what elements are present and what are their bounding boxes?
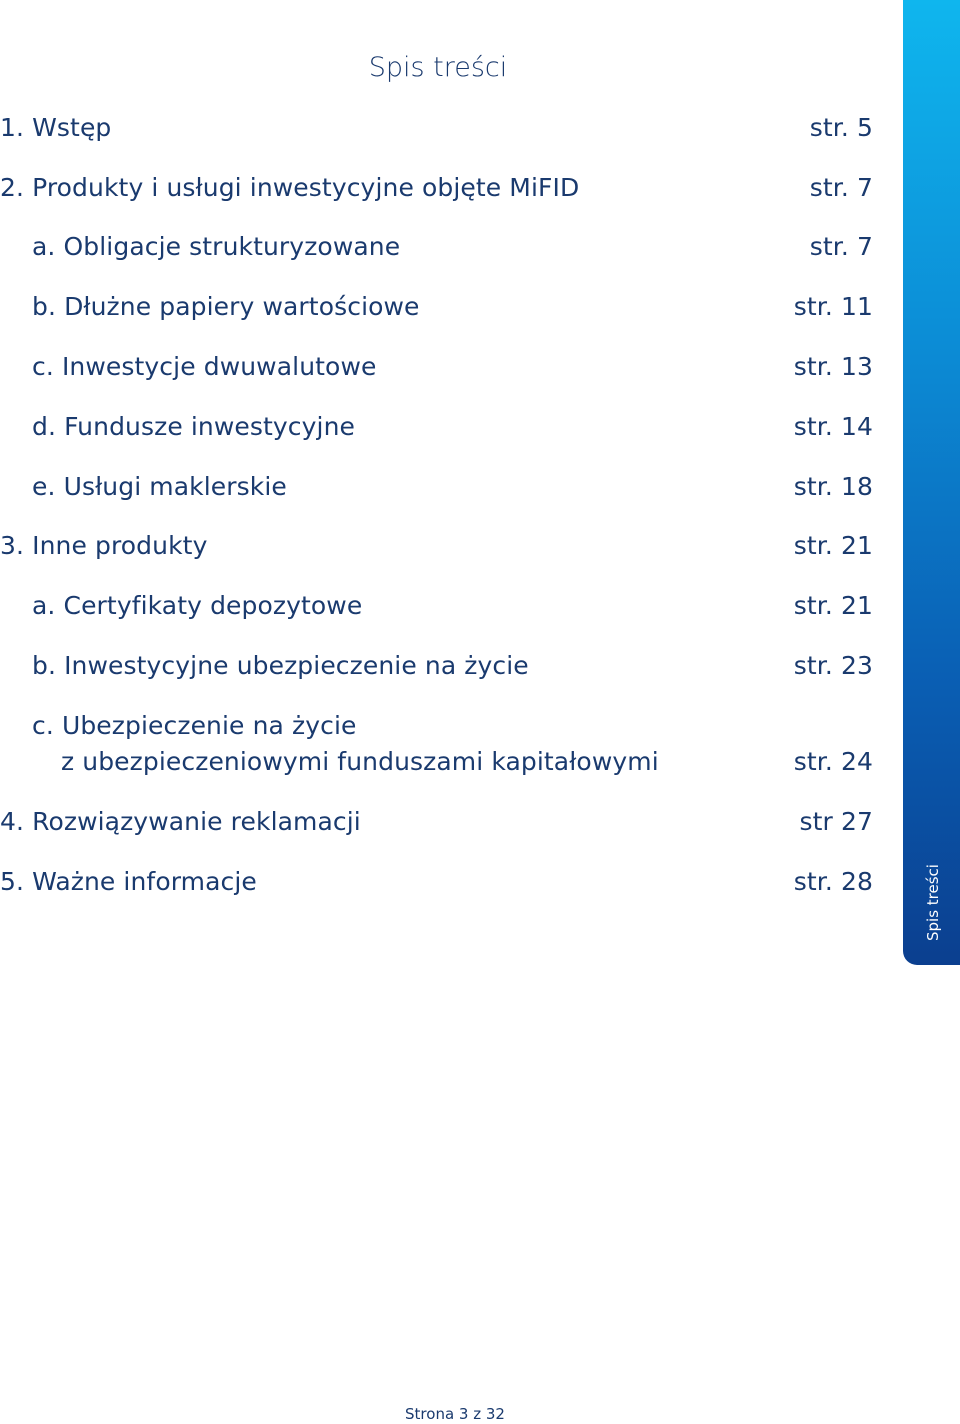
toc-item-label: 1. Wstęp xyxy=(0,113,112,142)
toc-item-complaints[interactable] xyxy=(0,804,873,840)
toc-item-important-information[interactable] xyxy=(0,864,873,900)
toc-item-page: str. 7 xyxy=(809,173,873,202)
toc-item-page: str. 21 xyxy=(793,531,873,560)
toc-item-page: str. 11 xyxy=(793,292,873,321)
toc-item-mifid-products[interactable] xyxy=(0,170,873,206)
toc-item-page: str. 13 xyxy=(793,352,873,381)
toc-item-page: str. 14 xyxy=(793,412,873,441)
toc-item-page: str. 18 xyxy=(793,472,873,501)
toc-item-debt-securities[interactable] xyxy=(0,289,873,325)
page-title: Spis treści xyxy=(368,52,508,83)
side-tab-label: Spis treści xyxy=(924,864,942,942)
section-side-tab[interactable] xyxy=(903,0,960,965)
toc-item-certificates-of-deposit[interactable] xyxy=(0,588,873,624)
toc-item-investment-funds[interactable] xyxy=(0,409,873,445)
toc-item-investment-life-insurance[interactable] xyxy=(0,648,873,684)
toc-item-label: 4. Rozwiązywanie reklamacji xyxy=(0,807,361,836)
toc-item-introduction[interactable] xyxy=(0,110,873,146)
toc-item-label: a. Certyfikaty depozytowe xyxy=(32,591,363,620)
toc-item-label: 2. Produkty i usługi inwestycyjne objęte MiFID xyxy=(0,173,580,202)
toc-item-page: str 27 xyxy=(799,807,873,836)
toc-item-page: str. 21 xyxy=(793,591,873,620)
toc-item-dual-currency[interactable] xyxy=(0,349,873,385)
toc-item-label: 5. Ważne informacje xyxy=(0,867,257,896)
toc-item-label-line2: z ubezpieczeniowymi funduszami kapitałowymi xyxy=(61,747,659,776)
toc-item-page: str. 7 xyxy=(809,232,873,261)
toc-item-page: str. 24 xyxy=(793,747,873,776)
toc-item-label-line1: c. Ubezpieczenie na życie xyxy=(32,711,357,740)
page-number-footer: Strona 3 z 32 xyxy=(405,1405,505,1423)
toc-item-page: str. 5 xyxy=(809,113,873,142)
toc-item-brokerage-services[interactable] xyxy=(0,469,873,505)
toc-item-structured-bonds[interactable] xyxy=(0,229,873,265)
toc-item-page: str. 28 xyxy=(793,867,873,896)
toc-item-label: a. Obligacje strukturyzowane xyxy=(32,232,401,261)
toc-item-label: d. Fundusze inwestycyjne xyxy=(32,412,356,441)
toc-item-label: c. Inwestycje dwuwalutowe xyxy=(32,352,377,381)
toc-item-unit-linked-insurance[interactable] xyxy=(0,708,873,780)
toc-item-label: b. Inwestycyjne ubezpieczenie na życie xyxy=(32,651,529,680)
toc-item-label xyxy=(32,708,659,780)
toc-item-label: 3. Inne produkty xyxy=(0,531,208,560)
toc-item-label: e. Usługi maklerskie xyxy=(32,472,287,501)
toc-item-page: str. 23 xyxy=(793,651,873,680)
toc-item-other-products[interactable] xyxy=(0,528,873,564)
toc-item-label: b. Dłużne papiery wartościowe xyxy=(32,292,420,321)
